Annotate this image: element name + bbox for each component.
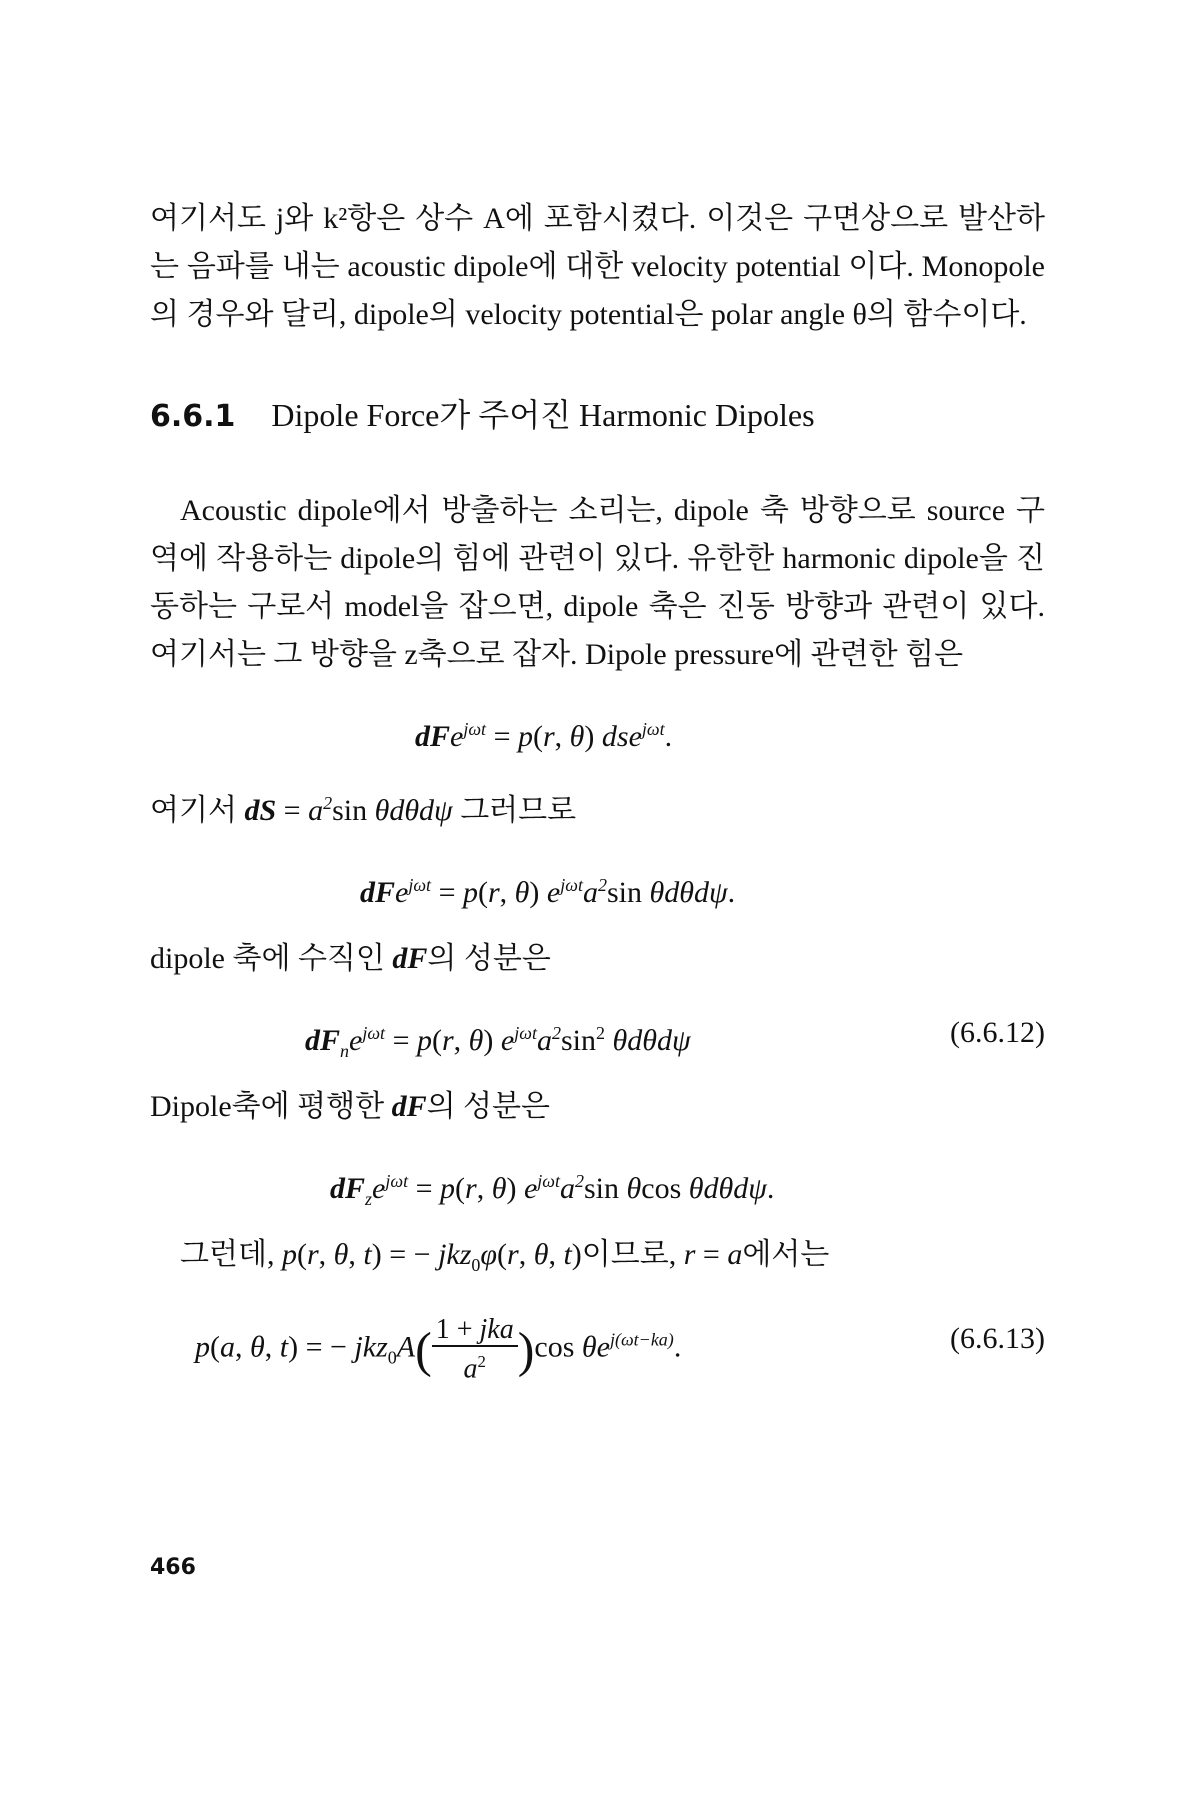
equation-surface-pressure xyxy=(150,1309,1045,1385)
intro-paragraph: 여기서도 j와 k²항은 상수 A에 포함시켰다. 이것은 구면상으로 발산하는 음파를 내는 acoustic dipole에 대한 velocity potential 이다. Monopole의 경우와 달리, dipole의 velocity potential은 polar angle θ의 함수이다. xyxy=(150,202,1045,331)
equation-normal-body: $dF_ne^{j\omega t} = p(r$, θ) $e^{j\omega t}a^2\sin^2$ θdθdψ xyxy=(305,1023,691,1061)
parallel-component-line xyxy=(150,1083,1045,1131)
section-heading xyxy=(150,395,1045,437)
page-body xyxy=(150,195,1045,1405)
section-number: 6.6.1 xyxy=(150,399,236,434)
parallel-math: dF xyxy=(391,1090,427,1123)
however-suffix: 에서는 xyxy=(742,1238,830,1271)
equation-parallel-component xyxy=(150,1157,1045,1209)
normal-math: dF xyxy=(392,942,428,975)
pressure-relation-line xyxy=(150,1231,1045,1289)
fraction: $\frac{\text{1 + jka}}{a^2}$ xyxy=(432,1315,518,1384)
equation-number-6-6-12: (6.6.12) xyxy=(950,1016,1045,1049)
equation-parallel-body: $dF_ze^{j\omega t} = p(r$, θ) $e^{j\omega t}a^2\sin$ θcos θdθdψ. xyxy=(330,1171,775,1209)
normal-prefix: dipole 축에 수직인 xyxy=(150,942,385,975)
ds-prefix: 여기서 xyxy=(150,794,237,827)
however-math2: r = a xyxy=(683,1238,743,1271)
equation-normal-component xyxy=(150,1009,1045,1061)
equation-force-body: dFe$^{j\omega t}$ = p(r, θ) dse$^{j\omega t}$. xyxy=(415,719,673,753)
parallel-suffix: 의 성분은 xyxy=(426,1090,550,1123)
normal-suffix: 의 성분은 xyxy=(427,942,551,975)
however-prefix: 그런데, xyxy=(180,1238,275,1271)
parallel-prefix: Dipole축에 평행한 xyxy=(150,1090,385,1123)
ds-math: dS = $a^2\sin$ θdθdψ xyxy=(244,793,453,827)
however-middle: 이므로, xyxy=(581,1238,677,1271)
ds-suffix: 그러므로 xyxy=(460,794,577,827)
however-math1: p(r, θ, t) = − jkz$_0$φ(r, θ, t) xyxy=(281,1238,582,1275)
normal-component-line xyxy=(150,935,1045,983)
dipole-paragraph: Acoustic dipole에서 방출하는 소리는, dipole 축 방향으로 source 구역에 작용하는 dipole의 힘에 관련이 있다. 유한한 harmonic dipole을 진동하는 구로서 model을 잡으면, dipole 축은 진동 방향과 관련이 있다. 여기서는 그 방향을 z축으로 잡자. Dipole pressure에 관련한 힘은 xyxy=(150,494,1045,671)
page-number: 466 xyxy=(150,1555,196,1580)
equation-surface-pressure-body: p(a, θ, t) = − jkz$_0$A( $\frac{\text{1 + jka}}{a^2}$ )cos $\theta e^{j(\omega t-ka)}$. xyxy=(195,1314,682,1385)
equation-force-expanded-body: dFe$^{j\omega t}$ = p(r, θ) $e^{j\omega t}a^2\sin$ θdθdψ. xyxy=(360,875,736,909)
equation-force-expanded xyxy=(150,861,1045,909)
equation-force xyxy=(150,705,1045,753)
equation-number-6-6-13: (6.6.13) xyxy=(950,1322,1045,1355)
section-title: Dipole Force가 주어진 Harmonic Dipoles xyxy=(271,397,815,433)
ds-definition-line xyxy=(150,779,1045,835)
